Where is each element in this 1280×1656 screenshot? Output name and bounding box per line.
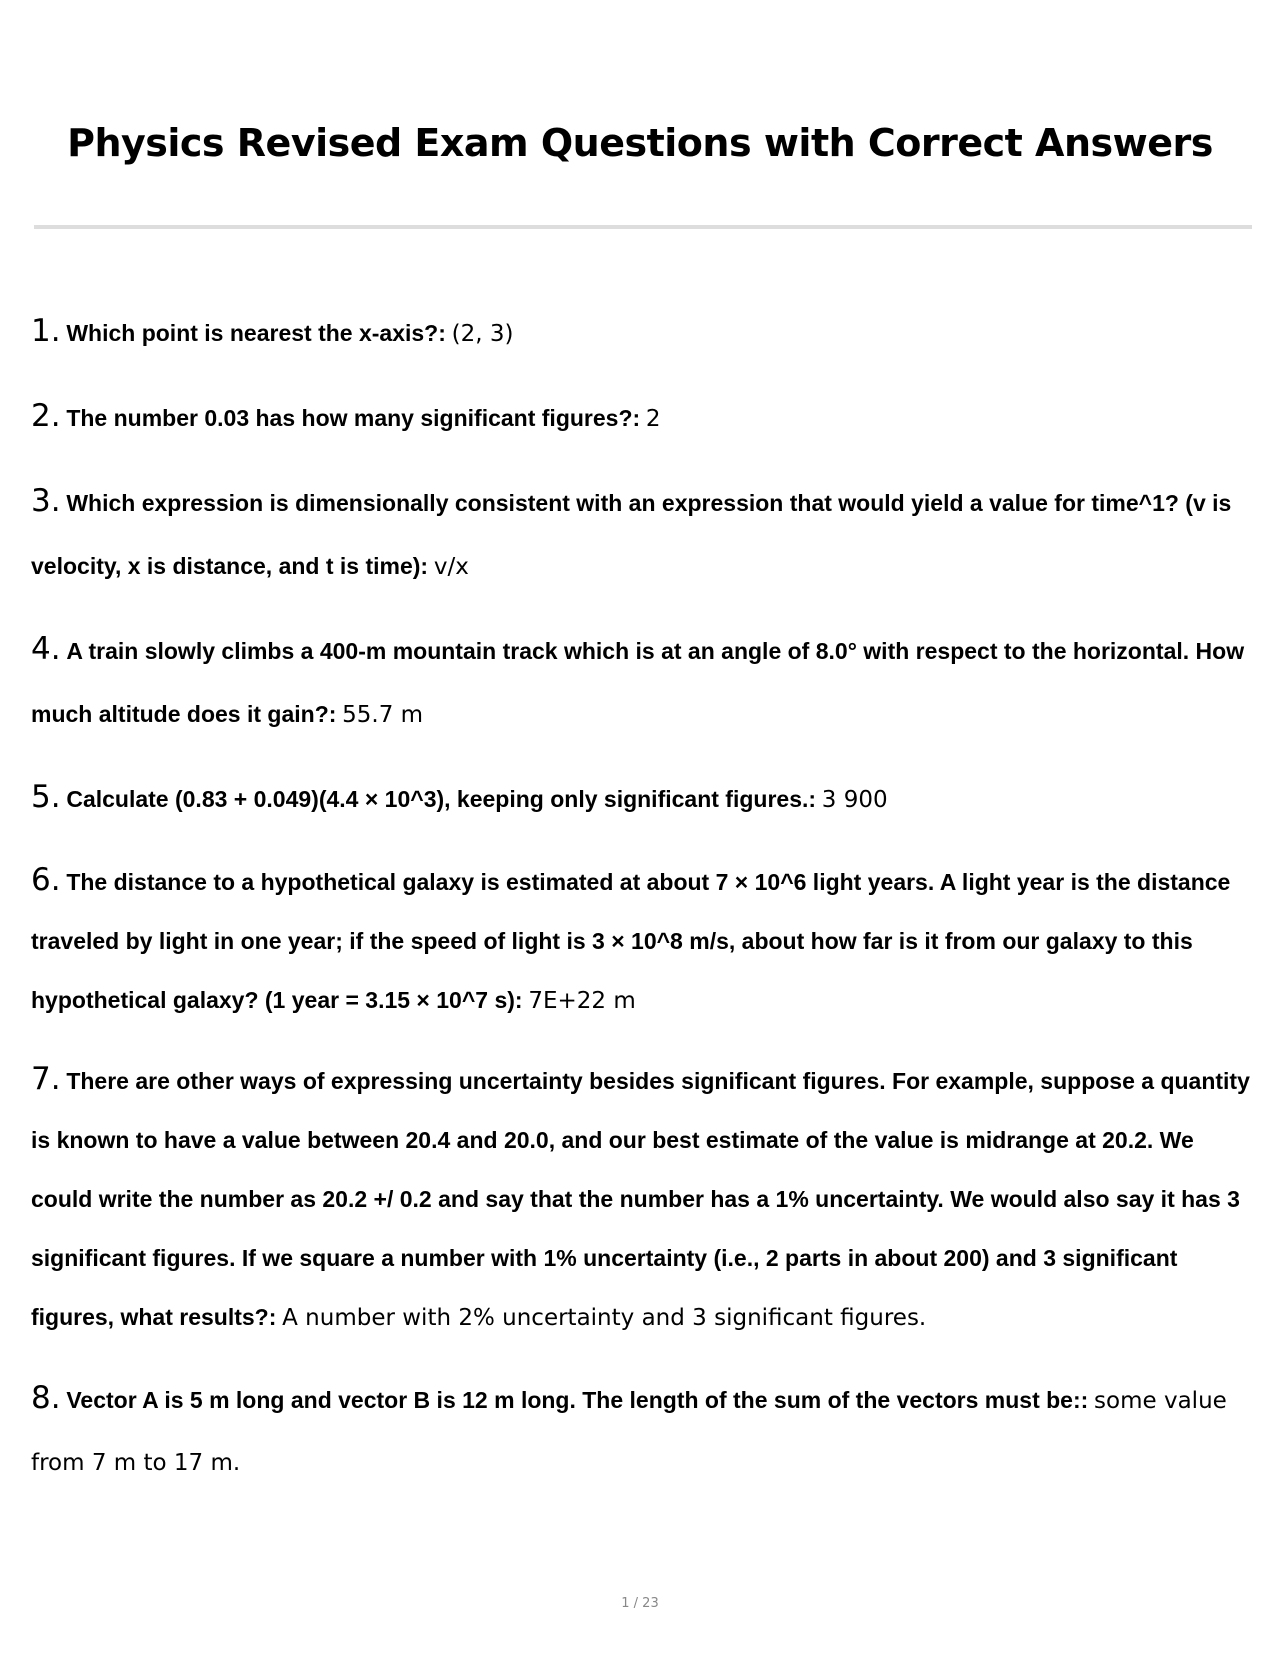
question-item-7 xyxy=(31,1050,1253,1347)
question-item-5 xyxy=(31,766,1253,831)
answer-text: 7E+22 m xyxy=(528,988,636,1014)
title-divider xyxy=(34,225,1252,229)
answer-text: 55.7 m xyxy=(342,702,424,728)
question-number: 5. xyxy=(31,779,61,815)
question-number: 7. xyxy=(31,1061,61,1097)
question-text: Which expression is dimensionally consistent with an expression that would yield a value for time^1? (v is velocity, x is distance, and t is time): xyxy=(31,490,1232,579)
question-item-8 xyxy=(31,1367,1253,1494)
question-item-2 xyxy=(31,385,1253,450)
question-item-4 xyxy=(31,618,1253,746)
answer-text: 2 xyxy=(645,406,661,432)
question-item-3 xyxy=(31,470,1253,598)
question-number: 4. xyxy=(31,631,61,667)
question-text: The number 0.03 has how many significant figures?: xyxy=(66,405,641,431)
question-number: 8. xyxy=(31,1380,61,1416)
answer-text: v/x xyxy=(433,554,469,580)
question-text: There are other ways of expressing uncertainty besides significant figures. For example, suppose a quantity is known to have a value between 20.4 and 20.0, and our best estimate of the value is midrange at 20.2. We could write the number as 20.2 +/ 0.2 and say that the number has a 1% uncertainty. We would also say it has 3 significant figures. If we square a number with 1% uncertainty (i.e., 2 parts in about 200) and 3 significant figures, what results?: xyxy=(31,1068,1250,1330)
question-text: Vector A is 5 m long and vector B is 12 m long. The length of the sum of the vectors must be:: xyxy=(66,1387,1089,1413)
question-item-6 xyxy=(31,851,1253,1030)
question-text: Which point is nearest the x-axis?: xyxy=(66,320,446,346)
question-item-1 xyxy=(31,300,1253,365)
answer-text: (2, 3) xyxy=(451,321,514,347)
document-title: Physics Revised Exam Questions with Correct Answers xyxy=(67,121,1213,165)
question-list xyxy=(31,300,1253,1514)
question-number: 1. xyxy=(31,313,61,349)
question-text: A train slowly climbs a 400-m mountain track which is at an angle of 8.0° with respect to the horizontal. How much altitude does it gain?: xyxy=(31,638,1245,727)
answer-text: A number with 2% uncertainty and 3 significant figures. xyxy=(282,1305,927,1331)
question-text: Calculate (0.83 + 0.049)(4.4 × 10^3), keeping only significant figures.: xyxy=(66,786,817,812)
page-indicator: 1 / 23 xyxy=(621,1596,659,1611)
question-number: 2. xyxy=(31,398,61,434)
question-number: 3. xyxy=(31,483,61,519)
question-number: 6. xyxy=(31,862,61,898)
question-text: The distance to a hypothetical galaxy is estimated at about 7 × 10^6 light years. A light year is the distance traveled by light in one year; if the speed of light is 3 × 10^8 m/s, about how far is it from our galaxy to this hypothetical galaxy? (1 year = 3.15 × 10^7 s): xyxy=(31,869,1231,1013)
answer-text: 3 900 xyxy=(821,787,888,813)
answer-text: some value from 7 m to 17 m. xyxy=(31,1388,1227,1476)
